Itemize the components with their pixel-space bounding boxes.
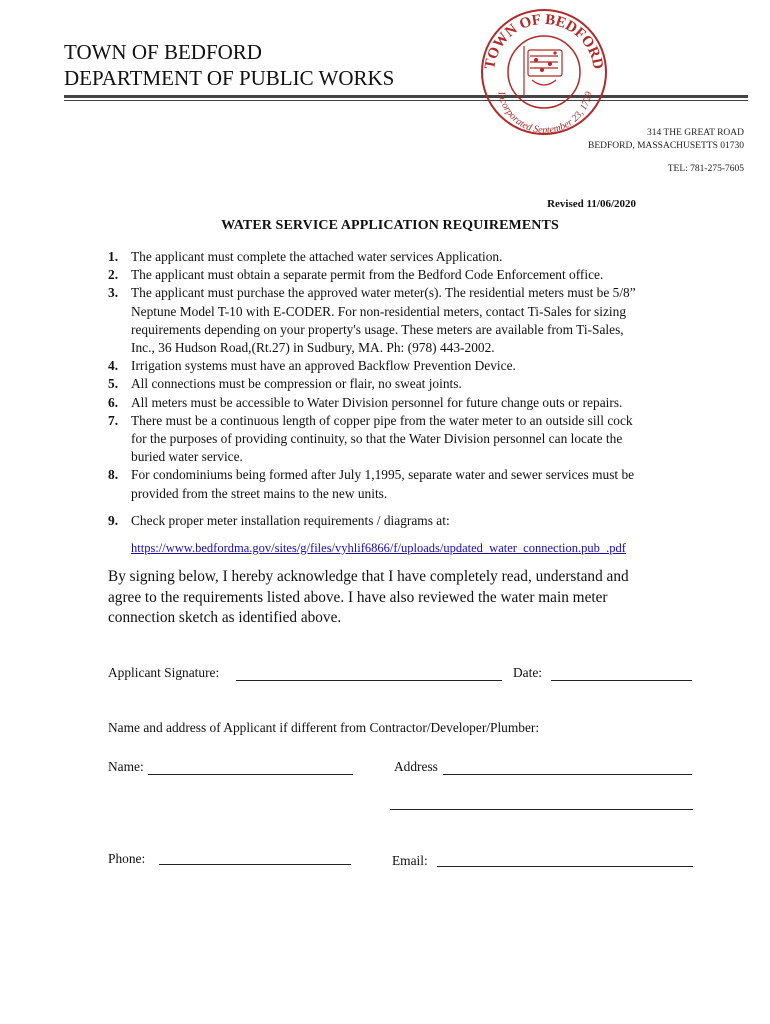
date-line[interactable]: [551, 680, 692, 681]
email-label: Email:: [392, 853, 428, 868]
phone-label: Phone:: [108, 851, 146, 866]
phone-line[interactable]: [159, 864, 351, 865]
revised-date: Revised 11/06/2020: [547, 198, 636, 210]
header-rule-thin: [64, 100, 748, 101]
meter-diagram-link[interactable]: https://www.bedfordma.gov/sites/g/files/vyhlif6866/f/uploads/updated_water_connection.pub_.pdf: [131, 541, 626, 555]
list-item: 6. All meters must be accessible to Water Division personnel for future change outs or repairs.: [108, 394, 623, 410]
signature-line[interactable]: [236, 680, 502, 681]
list-item: 1. The applicant must complete the attached water services Application.: [108, 249, 503, 264]
town-seal: [472, 4, 612, 136]
list-item: 3. The applicant must purchase the approved water meter(s). The residential meters must be 5/8” Neptune Model T-10 with E-CODER. For non-residential meters, contact Ti-Sales for sizing requirements depending on your property's usage. These meters are available from Ti-Sales, Inc., 36 Hudson Road,(Rt.27) in Sudbury, MA. Ph: (978) 443-2002.: [108, 285, 636, 356]
date-label: Date:: [513, 665, 542, 680]
name-label: Name:: [108, 759, 144, 774]
list-item: 4. Irrigation systems must have an approved Backflow Prevention Device.: [108, 358, 516, 374]
address-tel: TEL: 781-275-7605: [667, 164, 744, 174]
list-item: 5. All connections must be compression or flair, no sweat joints.: [108, 376, 462, 392]
list-item: 9. Check proper meter installation requirements / diagrams at:: [108, 512, 450, 528]
document-title: WATER SERVICE APPLICATION REQUIREMENTS: [221, 218, 559, 233]
applicant-note: Name and address of Applicant if different from Contractor/Developer/Plumber:: [108, 720, 540, 735]
address-label: Address: [394, 759, 438, 774]
list-item: 8. For condominiums being formed after July 1,1995, separate water and sewer services must be provided from the street mains to the new units.: [108, 467, 635, 501]
town-seal-icon: [472, 4, 612, 136]
header-town: TOWN OF BEDFORD: [64, 40, 262, 64]
address-line-2[interactable]: [390, 809, 693, 810]
list-item: 2. The applicant must obtain a separate permit from the Bedford Code Enforcement office.: [108, 267, 604, 283]
address-city: BEDFORD, MASSACHUSETTS 01730: [588, 141, 744, 151]
header-department: DEPARTMENT OF PUBLIC WORKS: [64, 66, 395, 90]
email-line[interactable]: [437, 866, 693, 867]
list-item: 7. There must be a continuous length of copper pipe from the water meter to an outside sill cock for the purposes of providing continuity, so that the Water Division personnel can locate the buried water service.: [108, 412, 633, 465]
address-street: 314 THE GREAT ROAD: [646, 128, 744, 138]
address-line[interactable]: [443, 774, 692, 775]
svg-text:TOWN OF BEDFORD: TOWN OF BEDFORD: [482, 11, 606, 71]
requirements-list: [108, 248, 708, 530]
header-rule-thick: [64, 95, 748, 98]
acknowledgement-text: By signing below, I hereby acknowledge that I have completely read, understand and agree to the requirements listed above. I have also reviewed the water main meter connection sketch as identified above.: [108, 568, 629, 626]
svg-text:Incorporated September 23, 172: Incorporated September 23, 1729: [495, 90, 595, 136]
signature-label: Applicant Signature:: [108, 665, 220, 680]
name-line[interactable]: [148, 774, 353, 775]
